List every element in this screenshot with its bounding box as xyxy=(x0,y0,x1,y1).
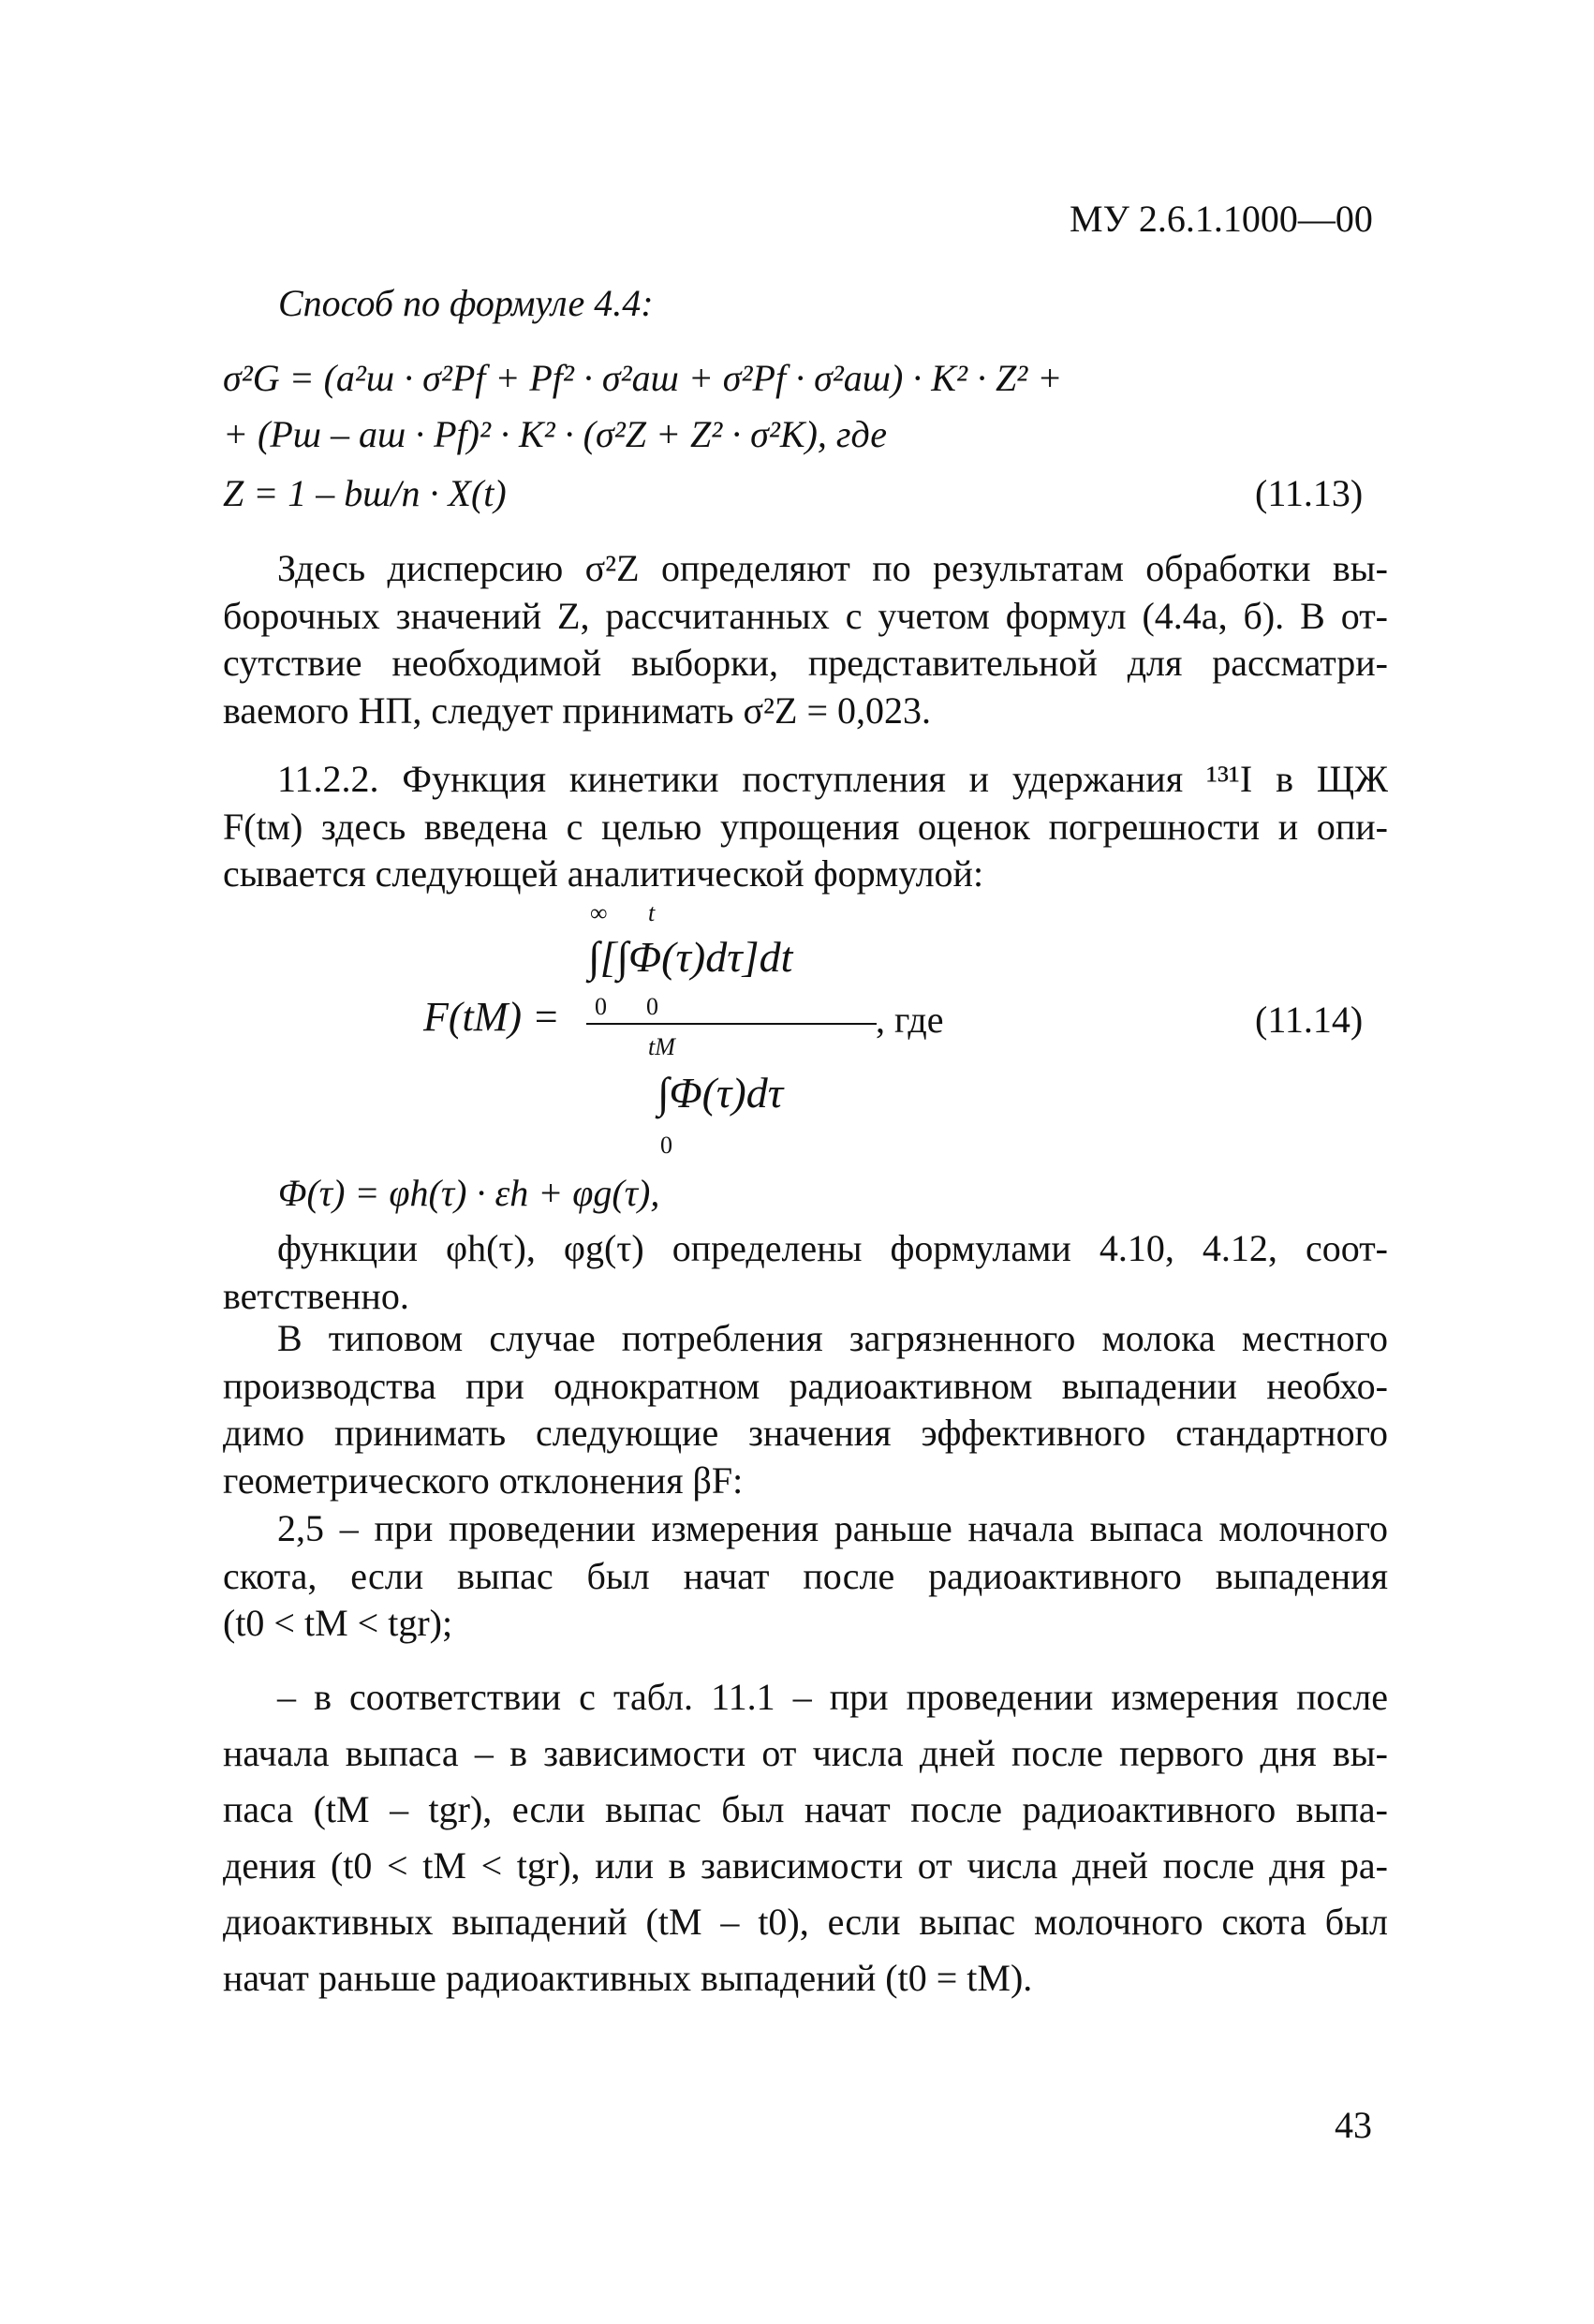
formula-11-14-denominator: ∫Φ(τ)dτ xyxy=(657,1069,784,1117)
paragraph-line: диоактивных выпадений (tM – t0), если выпас молочного скота был xyxy=(223,1901,1388,1943)
formula-11-13-line-1: σ²G = (a²ш · σ²Pf + Pf² · σ²aш + σ²Pf · σ²aш) · K² · Z² + xyxy=(223,357,1063,399)
page-number: 43 xyxy=(1335,2104,1372,2146)
fraction-bar xyxy=(586,1023,877,1025)
list-item-table-11-1 xyxy=(223,1669,1388,2006)
paragraph-line: (t0 < tM < tgr); xyxy=(223,1602,453,1644)
list-item-2-5 xyxy=(223,1505,1388,1648)
integral-lower-limit-outer: 0 xyxy=(595,993,607,1020)
paragraph-line: борочных значений Z, рассчитанных с учетом формул (4.4а, б). В от- xyxy=(223,594,1388,637)
paragraph-typical-case xyxy=(223,1315,1388,1504)
phi-definition: Φ(τ) = φh(τ) · εh + φg(τ), xyxy=(278,1172,660,1214)
formula-11-13-line-3: Z = 1 – bш/п · X(t) xyxy=(223,472,507,514)
formula-11-14-lhs: F(tM) = xyxy=(423,994,560,1040)
paragraph-line: ветственно. xyxy=(223,1274,409,1317)
paragraph-line: 11.2.2. Функция кинетики поступления и удержания ¹³¹I в ЩЖ xyxy=(277,758,1388,800)
integral-upper-limit-inner: t xyxy=(648,899,656,926)
paragraph-line: функции φh(τ), φg(τ) определены формулами 4.10, 4.12, соот- xyxy=(277,1227,1388,1269)
paragraph-line: F(tм) здесь введена с целью упрощения оценок погрешности и опи- xyxy=(223,805,1388,848)
functions-note xyxy=(223,1225,1388,1320)
paragraph-line: – в соответствии с табл. 11.1 – при проведении измерения после xyxy=(277,1676,1388,1718)
paragraph-line: паса (tM – tgr), если выпас был начат после радиоактивного выпа- xyxy=(223,1788,1388,1830)
paragraph-line: дения (t0 < tM < tgr), или в зависимости от числа дней после дня ра- xyxy=(223,1844,1388,1887)
integral-lower-limit-denominator: 0 xyxy=(660,1132,672,1159)
paragraph-line: производства при однократном радиоактивном выпадении необхо- xyxy=(223,1364,1388,1407)
formula-11-14-numerator: ∫[∫Φ(τ)dτ]dt xyxy=(588,933,793,981)
paragraph-line: начала выпаса – в зависимости от числа дней после первого дня вы- xyxy=(223,1732,1388,1774)
formula-11-14-suffix: , где xyxy=(876,999,944,1041)
paragraph-line: димо принимать следующие значения эффективного стандартного xyxy=(223,1412,1388,1454)
paragraph-line: В типовом случае потребления загрязненного молока местного xyxy=(277,1317,1388,1359)
section-heading: Способ по формуле 4.4: xyxy=(278,282,654,324)
integral-lower-limit-inner: 0 xyxy=(646,993,658,1020)
paragraph-11-2-2 xyxy=(223,756,1388,898)
paragraph-line: скота, если выпас был начат после радиоактивного выпадения xyxy=(223,1554,1388,1597)
formula-11-13-number: (11.13) xyxy=(1255,472,1364,514)
formula-11-13-line-2: + (Pш – aш · Pf)² · K² · (σ²Z + Z² · σ²K), где xyxy=(223,413,887,455)
paragraph-line: ваемого НП, следует принимать σ²Z = 0,023. xyxy=(223,688,932,732)
integral-upper-limit-outer: ∞ xyxy=(590,899,608,926)
paragraph-line: Здесь дисперсию σ²Z определяют по результатам обработки вы- xyxy=(277,547,1388,589)
document-code: МУ 2.6.1.1000—00 xyxy=(1070,198,1373,240)
paragraph-line: сывается следующей аналитической формулой: xyxy=(223,852,984,895)
formula-11-14-number: (11.14) xyxy=(1255,999,1364,1041)
paragraph-line: начат раньше радиоактивных выпадений (t0 = tM). xyxy=(223,1957,1033,1999)
integral-upper-limit-denominator: tM xyxy=(648,1033,675,1060)
paragraph-line: геометрического отклонения βF: xyxy=(223,1458,744,1502)
paragraph-line: сутствие необходимой выборки, представительной для рассматри- xyxy=(223,642,1388,684)
paragraph-line: 2,5 – при проведении измерения раньше начала выпаса молочного xyxy=(277,1507,1388,1549)
paragraph-dispersion xyxy=(223,545,1388,734)
